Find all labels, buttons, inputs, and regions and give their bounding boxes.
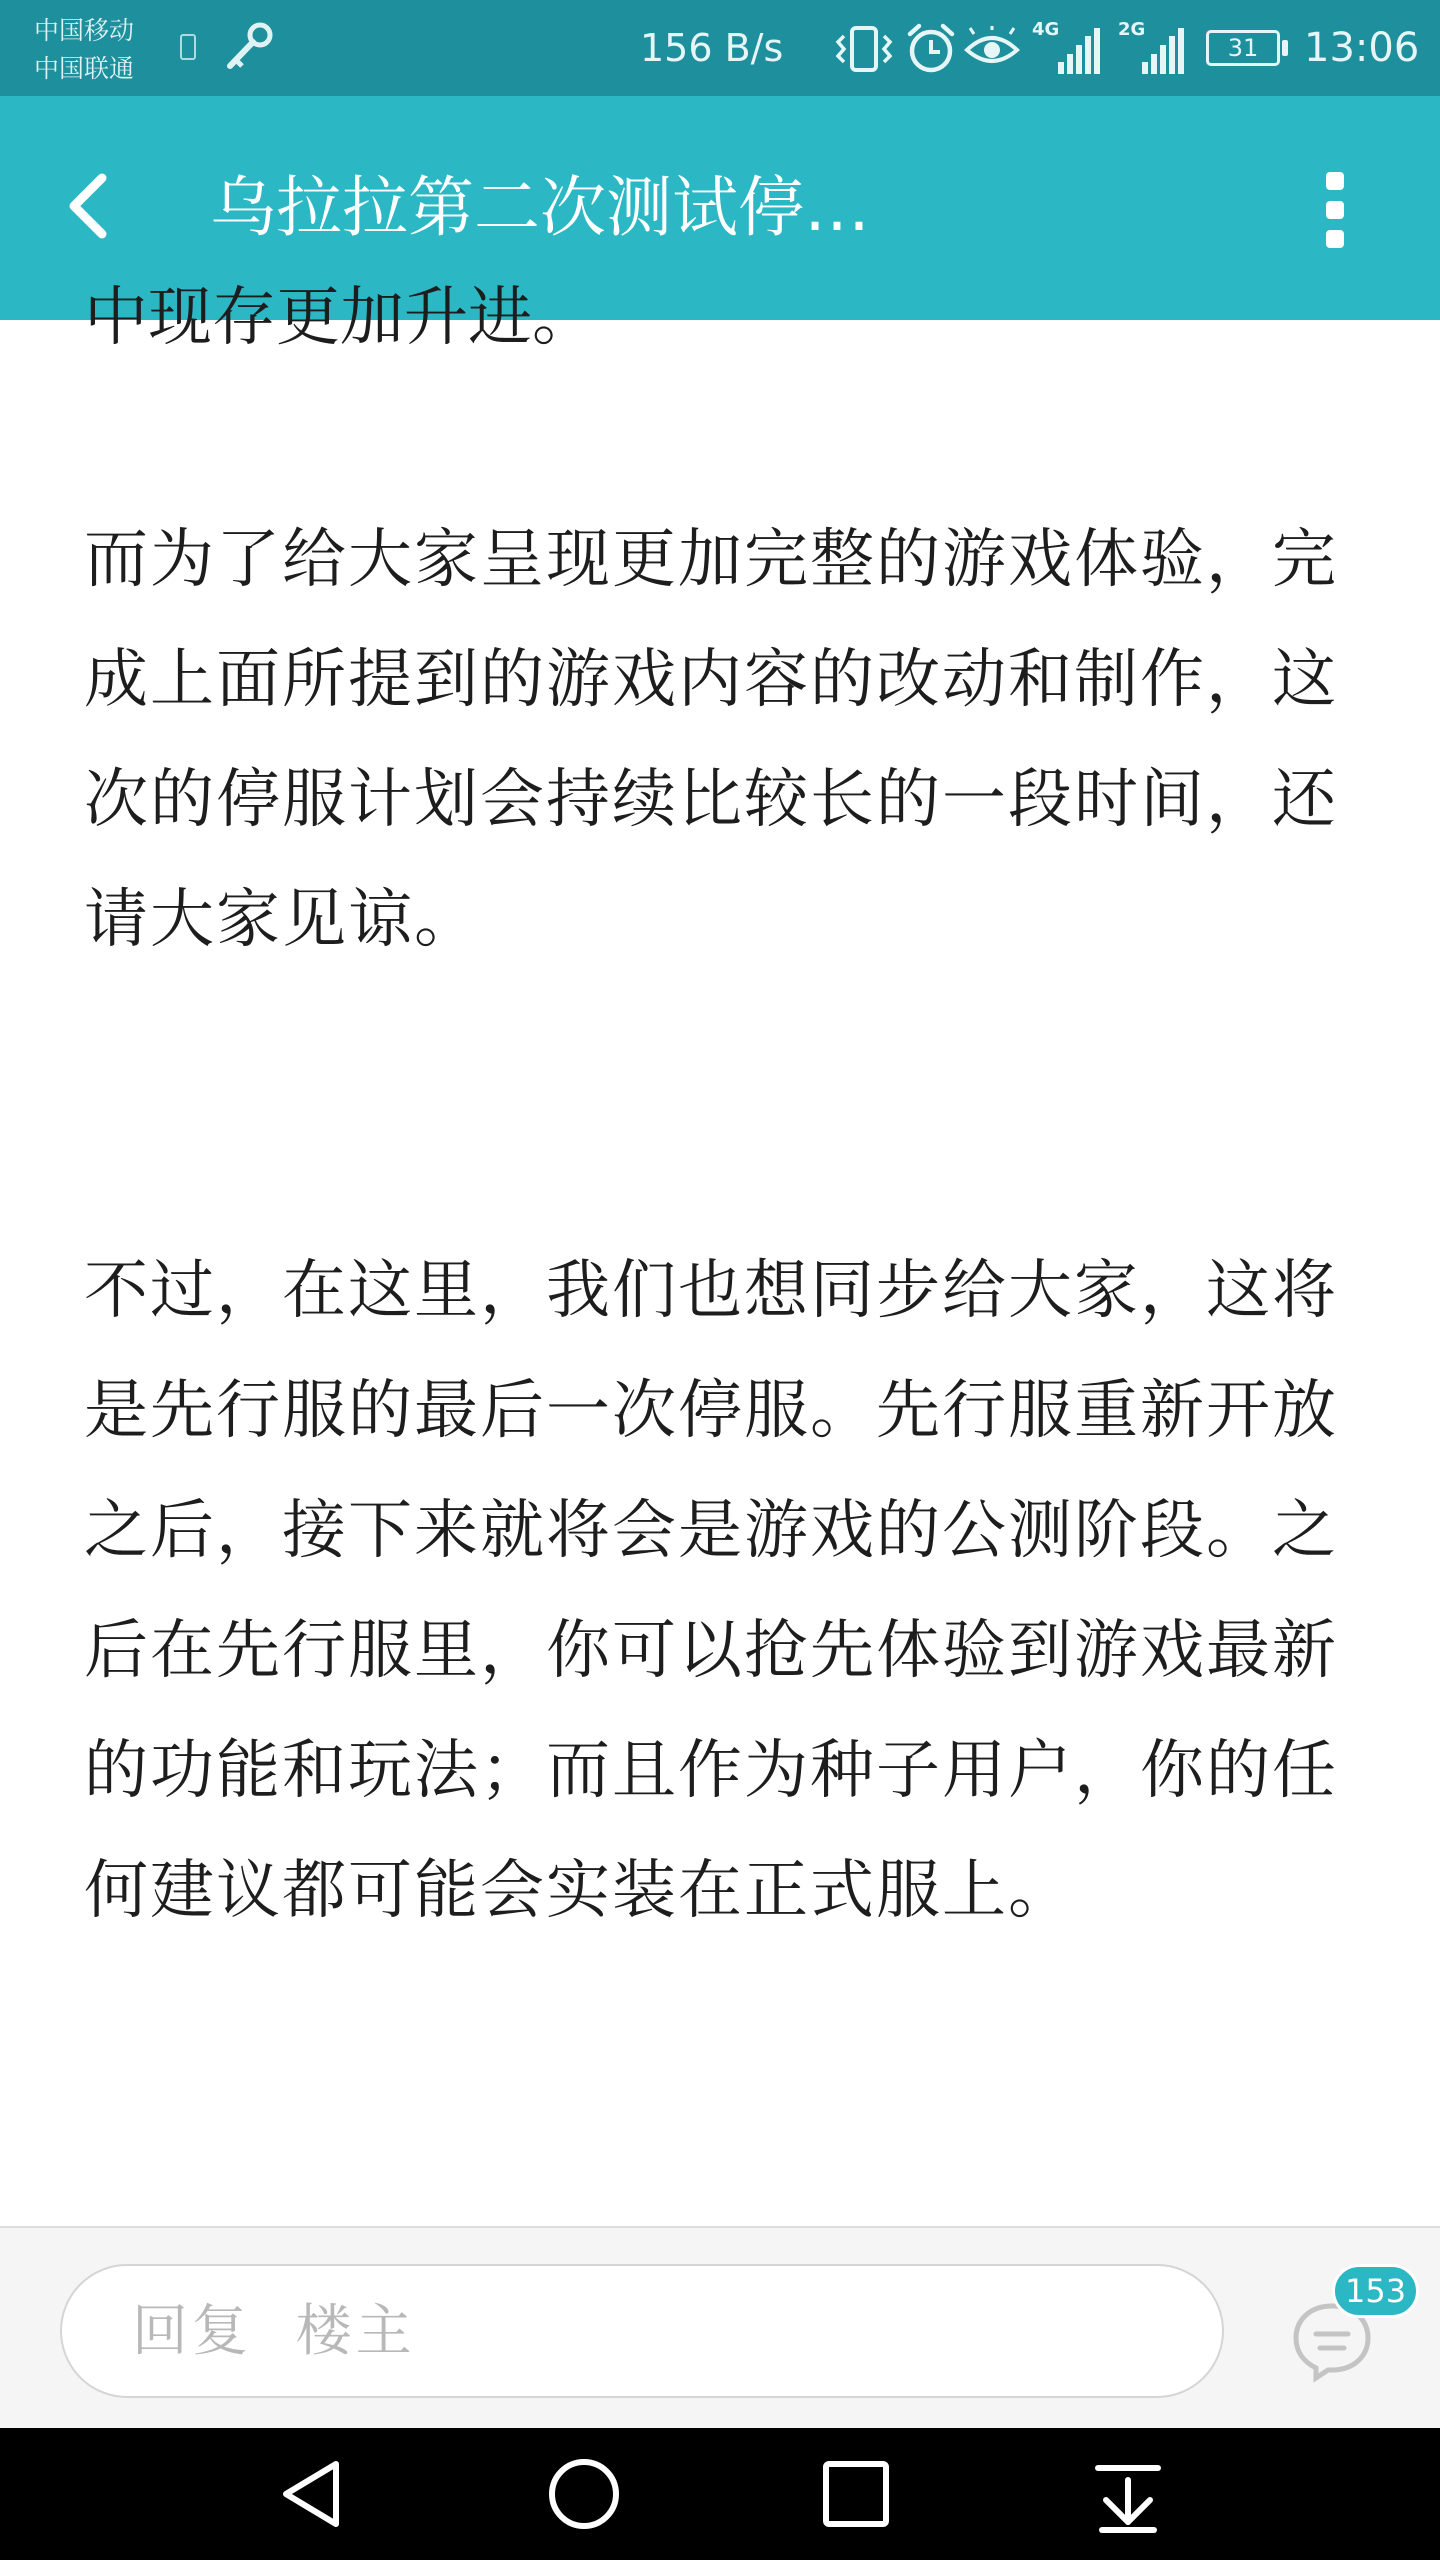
home-circle-icon[interactable]: [536, 2446, 632, 2542]
article-paragraph-1: 而为了给大家呈现更加完整的游戏体验，完成上面所提到的游戏内容的改动和制作，这次的停服计划会持续比较长的一段时间，还请大家见谅。: [84, 523, 1338, 957]
reply-bar: [0, 2226, 1440, 2428]
carrier-names: [34, 12, 134, 88]
system-navigation-bar: [0, 2428, 1440, 2560]
partial-text-line: 中现存更加升进。: [84, 281, 596, 355]
signal-icon-2g: [1112, 20, 1188, 76]
status-bar: [0, 0, 1440, 96]
more-vertical-icon[interactable]: [1300, 162, 1370, 258]
signal-icon-4g: [1032, 20, 1100, 76]
network-speed: 156 B/s: [640, 26, 784, 70]
carrier-1: 中国移动: [34, 16, 135, 45]
alarm-icon: [906, 22, 956, 76]
key-icon: [222, 20, 276, 74]
chevron-left-icon[interactable]: [40, 156, 140, 256]
back-triangle-icon[interactable]: [266, 2446, 362, 2542]
comments-button[interactable]: [1282, 2254, 1432, 2404]
carrier-2: 中国联通: [34, 54, 135, 83]
page-title: 乌拉拉第二次测试停…: [210, 169, 870, 246]
sim-icon: [180, 34, 196, 60]
battery-icon: [1206, 30, 1288, 66]
comment-count-badge: 153: [1332, 2264, 1419, 2318]
signal-label-2g: 2G: [1118, 19, 1146, 40]
signal-label-4g: 4G: [1032, 19, 1060, 40]
status-clock: 13:06: [1304, 25, 1420, 71]
eye-icon: [964, 26, 1020, 70]
article-paragraph-2: 不过，在这里，我们也想同步给大家，这将是先行服的最后一次停服。先行服重新开放之后，接下来就将会是游戏的公测阶段。之后在先行服里，你可以抢先体验到游戏最新的功能和玩法；而且作为种子用户，你的任何建议都可能会实装在正式服上。: [84, 1254, 1338, 1928]
article-content[interactable]: [0, 281, 1440, 2226]
battery-level: 31: [1227, 34, 1259, 62]
vibrate-icon: [834, 24, 894, 74]
reply-input[interactable]: [60, 2264, 1224, 2398]
recents-square-icon[interactable]: [808, 2446, 904, 2542]
notification-pull-icon[interactable]: [1080, 2446, 1176, 2542]
